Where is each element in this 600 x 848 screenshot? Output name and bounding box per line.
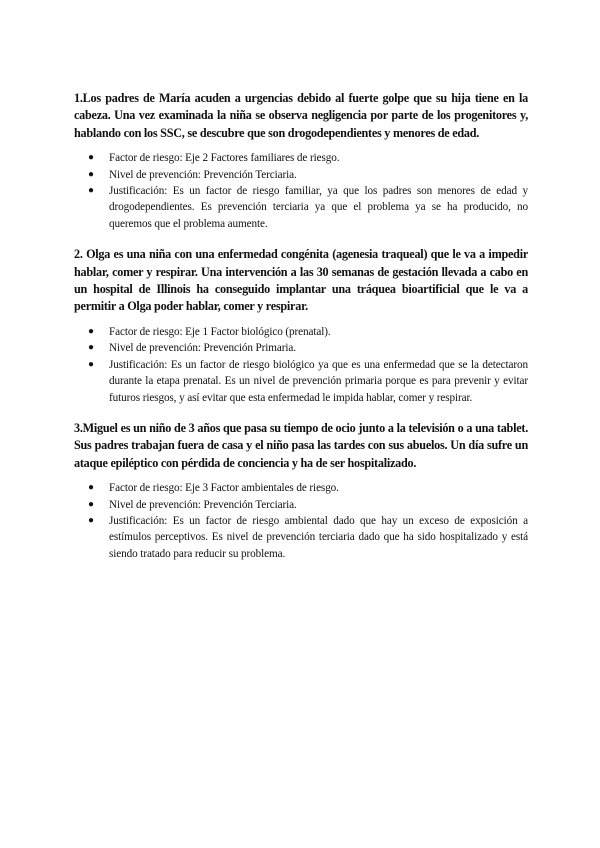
case-1 [74, 90, 528, 232]
document-page [74, 90, 528, 576]
bullet-text: Justificación: Es un factor de riesgo familiar, ya que los padres son menores de edad y drogodependientes. Es prevención terciaria ya que el problema ya se ha producido, no queremos que el problema aumente. [109, 185, 528, 230]
bullet-risk-factor [88, 150, 528, 166]
case-2 [74, 246, 528, 406]
bullet-icon: ● [88, 498, 94, 510]
case-heading: 3.Miguel es un niño de 3 años que pasa su tiempo de ocio junto a la televisión o a una tablet. Sus padres trabajan fuera de casa y el niño pasa las tardes con sus abuelos. Un día sufre un ataque epiléptico con pérdida de conciencia y ha de ser hospitalizado. [74, 420, 528, 470]
bullet-icon: ● [88, 168, 94, 180]
bullet-risk-factor [88, 480, 528, 496]
bullet-icon: ● [88, 514, 94, 526]
bullet-icon: ● [88, 482, 94, 494]
bullet-justification [88, 513, 528, 562]
case-3 [74, 420, 528, 562]
bullet-text: Justificación: Es un factor de riesgo biológico ya que es una enfermedad que se la detectaron durante la etapa prenatal. Es un nivel de prevención primaria porque es para prevenir y evitar futuros riesgos, y así evitar que esta enfermedad le impida hablar, comer y respirar. [109, 358, 528, 404]
bullet-icon: ● [88, 342, 94, 354]
bullet-text: Factor de riesgo: Eje 3 Factor ambientales de riesgo. [109, 482, 339, 495]
bullet-text: Nivel de prevención: Prevención Terciaria. [109, 168, 297, 181]
case-heading: 2. Olga es una niña con una enfermedad congénita (agenesia traqueal) que le va a impedir hablar, comer y respirar. Una intervención a las 30 semanas de gestación llevada a cabo en un hospital de Illinois ha conseguido implantar una tráquea bioartificial que le va a permitir a Olga poder hablar, comer y respirar. [74, 247, 528, 314]
case-heading: 1.Los padres de María acuden a urgencias debido al fuerte golpe que su hija tiene en la cabeza. Una vez examinada la niña se observa negligencia por parte de los progenitores y, hablando con los SSC, se descubre que son drogodependientes y menores de edad. [74, 91, 528, 140]
bullet-icon: ● [88, 358, 94, 370]
bullet-justification [88, 183, 528, 232]
bullet-list [74, 480, 528, 562]
bullet-prevention-level [88, 340, 528, 356]
bullet-justification [88, 357, 528, 406]
bullet-list [74, 150, 528, 232]
bullet-icon: ● [88, 325, 94, 337]
bullet-prevention-level [88, 497, 528, 513]
bullet-text: Nivel de prevención: Prevención Terciaria. [109, 498, 297, 511]
bullet-text: Justificación: Es un factor de riesgo ambiental dado que hay un exceso de exposición a estímulos perceptivos. Es nivel de prevención terciaria dado que ha sido hospitalizado y está siendo tratado para reducir su problema. [109, 514, 528, 560]
bullet-icon: ● [88, 152, 94, 164]
bullet-risk-factor [88, 324, 528, 340]
bullet-list [74, 324, 528, 406]
bullet-icon: ● [88, 185, 94, 197]
bullet-prevention-level [88, 167, 528, 183]
bullet-text: Factor de riesgo: Eje 2 Factores familiares de riesgo. [109, 152, 340, 165]
bullet-text: Nivel de prevención: Prevención Primaria. [109, 342, 296, 355]
bullet-text: Factor de riesgo: Eje 1 Factor biológico (prenatal). [109, 325, 331, 338]
